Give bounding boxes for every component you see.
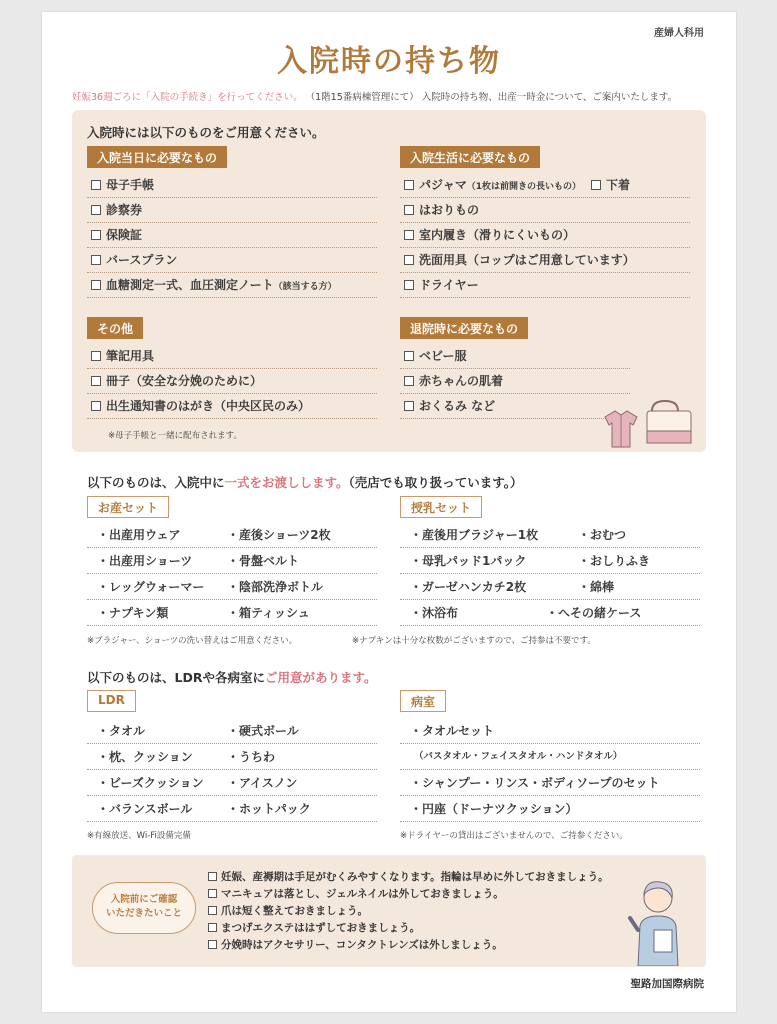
bag-icon [647,401,691,443]
tip-item: マニキュアは落とし、ジェルネイルは外しておきましょう。 [208,886,609,903]
checkbox[interactable] [404,230,414,240]
list-item: ・タオルセット [400,718,700,744]
tips-bubble: 入院前にご確認 いただきたいこと [92,882,196,934]
tips-list [208,869,609,954]
list-item: ・出産用ショーツ ・骨盤ベルト [87,548,377,574]
checklist-item[interactable]: 筆記用具 [87,344,377,369]
audience-label: 産婦人科用 [654,28,704,39]
nursing-set-note: ※ナプキンは十分な枚数がございますので、ご持参は不要です。 [352,636,596,646]
list-item: ・シャンプー・リンス・ボディソープのセット [400,770,700,796]
checkbox[interactable] [404,205,414,215]
other-list [87,344,377,419]
checklist-item[interactable]: 血糖測定一式、血圧測定ノート（該当する方） [87,273,377,298]
ward-tag: 病室 [400,690,446,712]
checkbox[interactable] [91,280,101,290]
list-item: ・出産用ウェア ・産後ショーツ2枚 [87,522,377,548]
checkbox[interactable] [91,255,101,265]
checklist-item[interactable]: パジャマ（1枚は前開きの長いもの） 下着 [400,173,690,198]
list-item: ・ナプキン類 ・箱ティッシュ [87,600,377,626]
checklist-item[interactable]: 母子手帳 [87,173,377,198]
tip-item: 妊娠、産褥期は手足がむくみやすくなります。指輪は早めに外しておきましょう。 [208,869,609,886]
list-item: ・ガーゼハンカチ2枚 ・綿棒 [400,574,700,600]
intro-mid: （1階15番病棟管理にて） [305,92,419,103]
list-item: ・母乳パッド1パック ・おしりふき [400,548,700,574]
discharge-list [400,344,630,419]
checkbox[interactable] [404,255,414,265]
birth-set-tag: お産セット [87,496,169,518]
list-item: ・枕、クッション ・うちわ [87,744,377,770]
list-item: ・バランスボール ・ホットパック [87,796,377,822]
checkbox[interactable] [208,889,217,898]
checkbox[interactable] [591,180,601,190]
checkbox[interactable] [91,205,101,215]
checkbox[interactable] [91,180,101,190]
nurse-icon [624,874,690,966]
checkbox[interactable] [91,376,101,386]
checklist-item[interactable]: ドライヤー [400,273,690,298]
checklist-item[interactable]: 室内履き（滑りにくいもの） [400,223,690,248]
checkbox[interactable] [404,351,414,361]
baby-clothes-icon [605,411,637,447]
day-of-list [87,173,377,298]
list-item: ・円座（ドーナツクッション） [400,796,700,822]
other-tag: その他 [87,317,143,339]
ldr-list [87,718,377,822]
tip-item: まつげエクステははずしておきましょう。 [208,920,609,937]
checklist-item[interactable]: はおりもの [400,198,690,223]
checklist-item[interactable]: 出生通知書のはがき（中央区民のみ） [87,394,377,419]
intro-text [72,89,677,103]
list-item: ・タオル ・硬式ボール [87,718,377,744]
provided-heading: 以下のものは、入院中に一式をお渡しします。（売店でも取り扱っています。） [87,475,523,490]
list-item: ・レッグウォーマー ・陰部洗浄ボトル [87,574,377,600]
intro-rest: 入院時の持ち物、出産一時金について、ご案内いたします。 [421,92,678,103]
list-item: ・沐浴布 ・へその緒ケース [400,600,700,626]
checklist-item[interactable]: 赤ちゃんの肌着 [400,369,630,394]
birth-set-list [87,522,377,626]
ward-note: ※ドライヤーの貸出はございませんので、ご持参ください。 [400,831,628,841]
checklist-item[interactable]: 冊子（安全な分娩のために） [87,369,377,394]
life-list [400,173,690,298]
checklist-item[interactable]: 診察券 [87,198,377,223]
checkbox[interactable] [404,180,414,190]
other-note: ※母子手帳と一緒に配布されます。 [108,431,242,441]
checkbox[interactable] [404,280,414,290]
checkbox[interactable] [208,940,217,949]
checkbox[interactable] [208,906,217,915]
checklist-item[interactable]: 保険証 [87,223,377,248]
checklist-item[interactable]: バースプラン [87,248,377,273]
checklist-item[interactable]: 洗面用具（コップはご用意しています） [400,248,690,273]
checkbox[interactable] [91,230,101,240]
nursing-set-tag: 授乳セット [400,496,482,518]
checklist-item[interactable]: おくるみ など [400,394,630,419]
discharge-tag: 退院時に必要なもの [400,317,528,339]
checkbox[interactable] [91,401,101,411]
checkbox[interactable] [404,401,414,411]
birth-set-note: ※ブラジャー、ショーツの洗い替えはご用意ください。 [87,636,298,646]
life-tag: 入院生活に必要なもの [400,146,540,168]
page-title: 入院時の持ち物 [277,44,501,79]
list-item: （バスタオル・フェイスタオル・ハンドタオル） [400,744,700,770]
available-heading: 以下のものは、LDRや各病室にご用意があります。 [87,670,377,685]
checklist-item[interactable]: ベビー服 [400,344,630,369]
ldr-tag: LDR [87,690,136,712]
day-of-tag: 入院当日に必要なもの [87,146,227,168]
checkbox[interactable] [208,923,217,932]
baby-clothes-bag-illustration [597,397,697,455]
intro-pink: 妊娠36週ごろに「入院の手続き」を行ってください。 [72,92,303,103]
checkbox[interactable] [404,376,414,386]
tip-item: 爪は短く整えておきましょう。 [208,903,609,920]
admission-heading: 入院時には以下のものをご用意ください。 [87,125,325,140]
ldr-note: ※有線放送、Wi-Fi設備完備 [87,831,191,841]
ward-list [400,718,700,822]
checkbox[interactable] [91,351,101,361]
list-item: ・産後用ブラジャー1枚 ・おむつ [400,522,700,548]
list-item: ・ビーズクッション ・アイスノン [87,770,377,796]
tip-item: 分娩時はアクセサリー、コンタクトレンズは外しましょう。 [208,937,609,954]
hospital-name: 聖路加国際病院 [630,978,704,990]
page [42,12,736,1012]
checkbox[interactable] [208,872,217,881]
nursing-set-list [400,522,700,626]
